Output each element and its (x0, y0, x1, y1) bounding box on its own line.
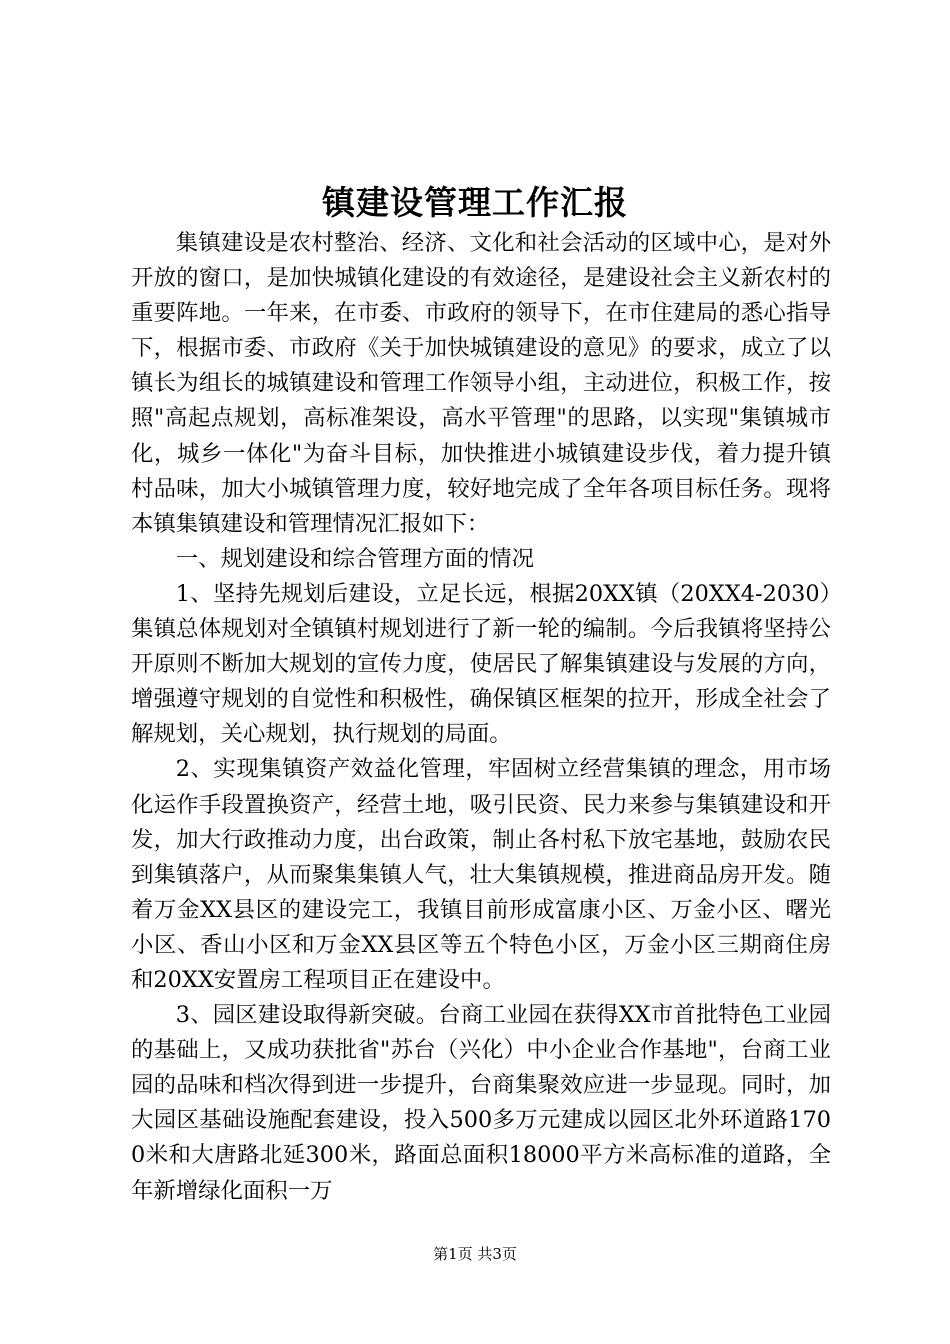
paragraph-intro: 集镇建设是农村整治、经济、文化和社会活动的区域中心，是对外开放的窗口，是加快城镇化建设的有效途径，是建设社会主义新农村的重要阵地。一年来，在市委、市政府的领导下，在市住建局的悉心指导下，根据市委、市政府《关于加快城镇建设的意见》的要求，成立了以镇长为组长的城镇建设和管理工作领导小组，主动进位，积极工作，按照"高起点规划，高标准架设，高水平管理"的思路，以实现"集镇城市化，城乡一体化"为奋斗目标，加快推进小城镇建设步伐，着力提升镇村品味，加大小城镇管理力度，较好地完成了全年各项目标任务。现将本镇集镇建设和管理情况汇报如下： (131, 230, 831, 537)
section-heading: 一、规划建设和综合管理方面的情况 (175, 545, 535, 572)
document-body (131, 226, 831, 1209)
paragraph-item-3: 3、园区建设取得新突破。台商工业园在获得XX市首批特色工业园的基础上，又成功获批省"苏台（兴化）中小企业合作基地"，台商工业园的品味和档次得到进一步提升，台商集聚效应进一步显现。同时，加大园区基础设施配套建设，投入500多万元建成以园区北外环道路1700米和大唐路北延300米，路面总面积18000平方米高标准的道路，全年新增绿化面积一万 (131, 1002, 831, 1204)
page-number-footer: 第1页 共3页 (433, 1245, 517, 1263)
paragraph-item-1: 1、坚持先规划后建设，立足长远，根据20XX镇（20XX4-2030）集镇总体规划对全镇镇村规划进行了新一轮的编制。今后我镇将坚持公开原则不断加大规划的宣传力度，使居民了解集镇建设与发展的方向，增强遵守规划的自觉性和积极性，确保镇区框架的拉开，形成全社会了解规划，关心规划，执行规划的局面。 (131, 580, 831, 748)
paragraph-item-2: 2、实现集镇资产效益化管理，牢固树立经营集镇的理念，用市场化运作手段置换资产，经营土地，吸引民资、民力来参与集镇建设和开发，加大行政推动力度，出台政策，制止各村私下放宅基地，鼓励农民到集镇落户，从而聚集集镇人气，壮大集镇规模，推进商品房开发。随着万金XX县区的建设完工，我镇目前形成富康小区、万金小区、曙光小区、香山小区和万金XX县区等五个特色小区，万金小区三期商住房和20XX安置房工程项目正在建设中。 (131, 756, 831, 993)
document-title: 镇建设管理工作汇报 (322, 183, 628, 222)
